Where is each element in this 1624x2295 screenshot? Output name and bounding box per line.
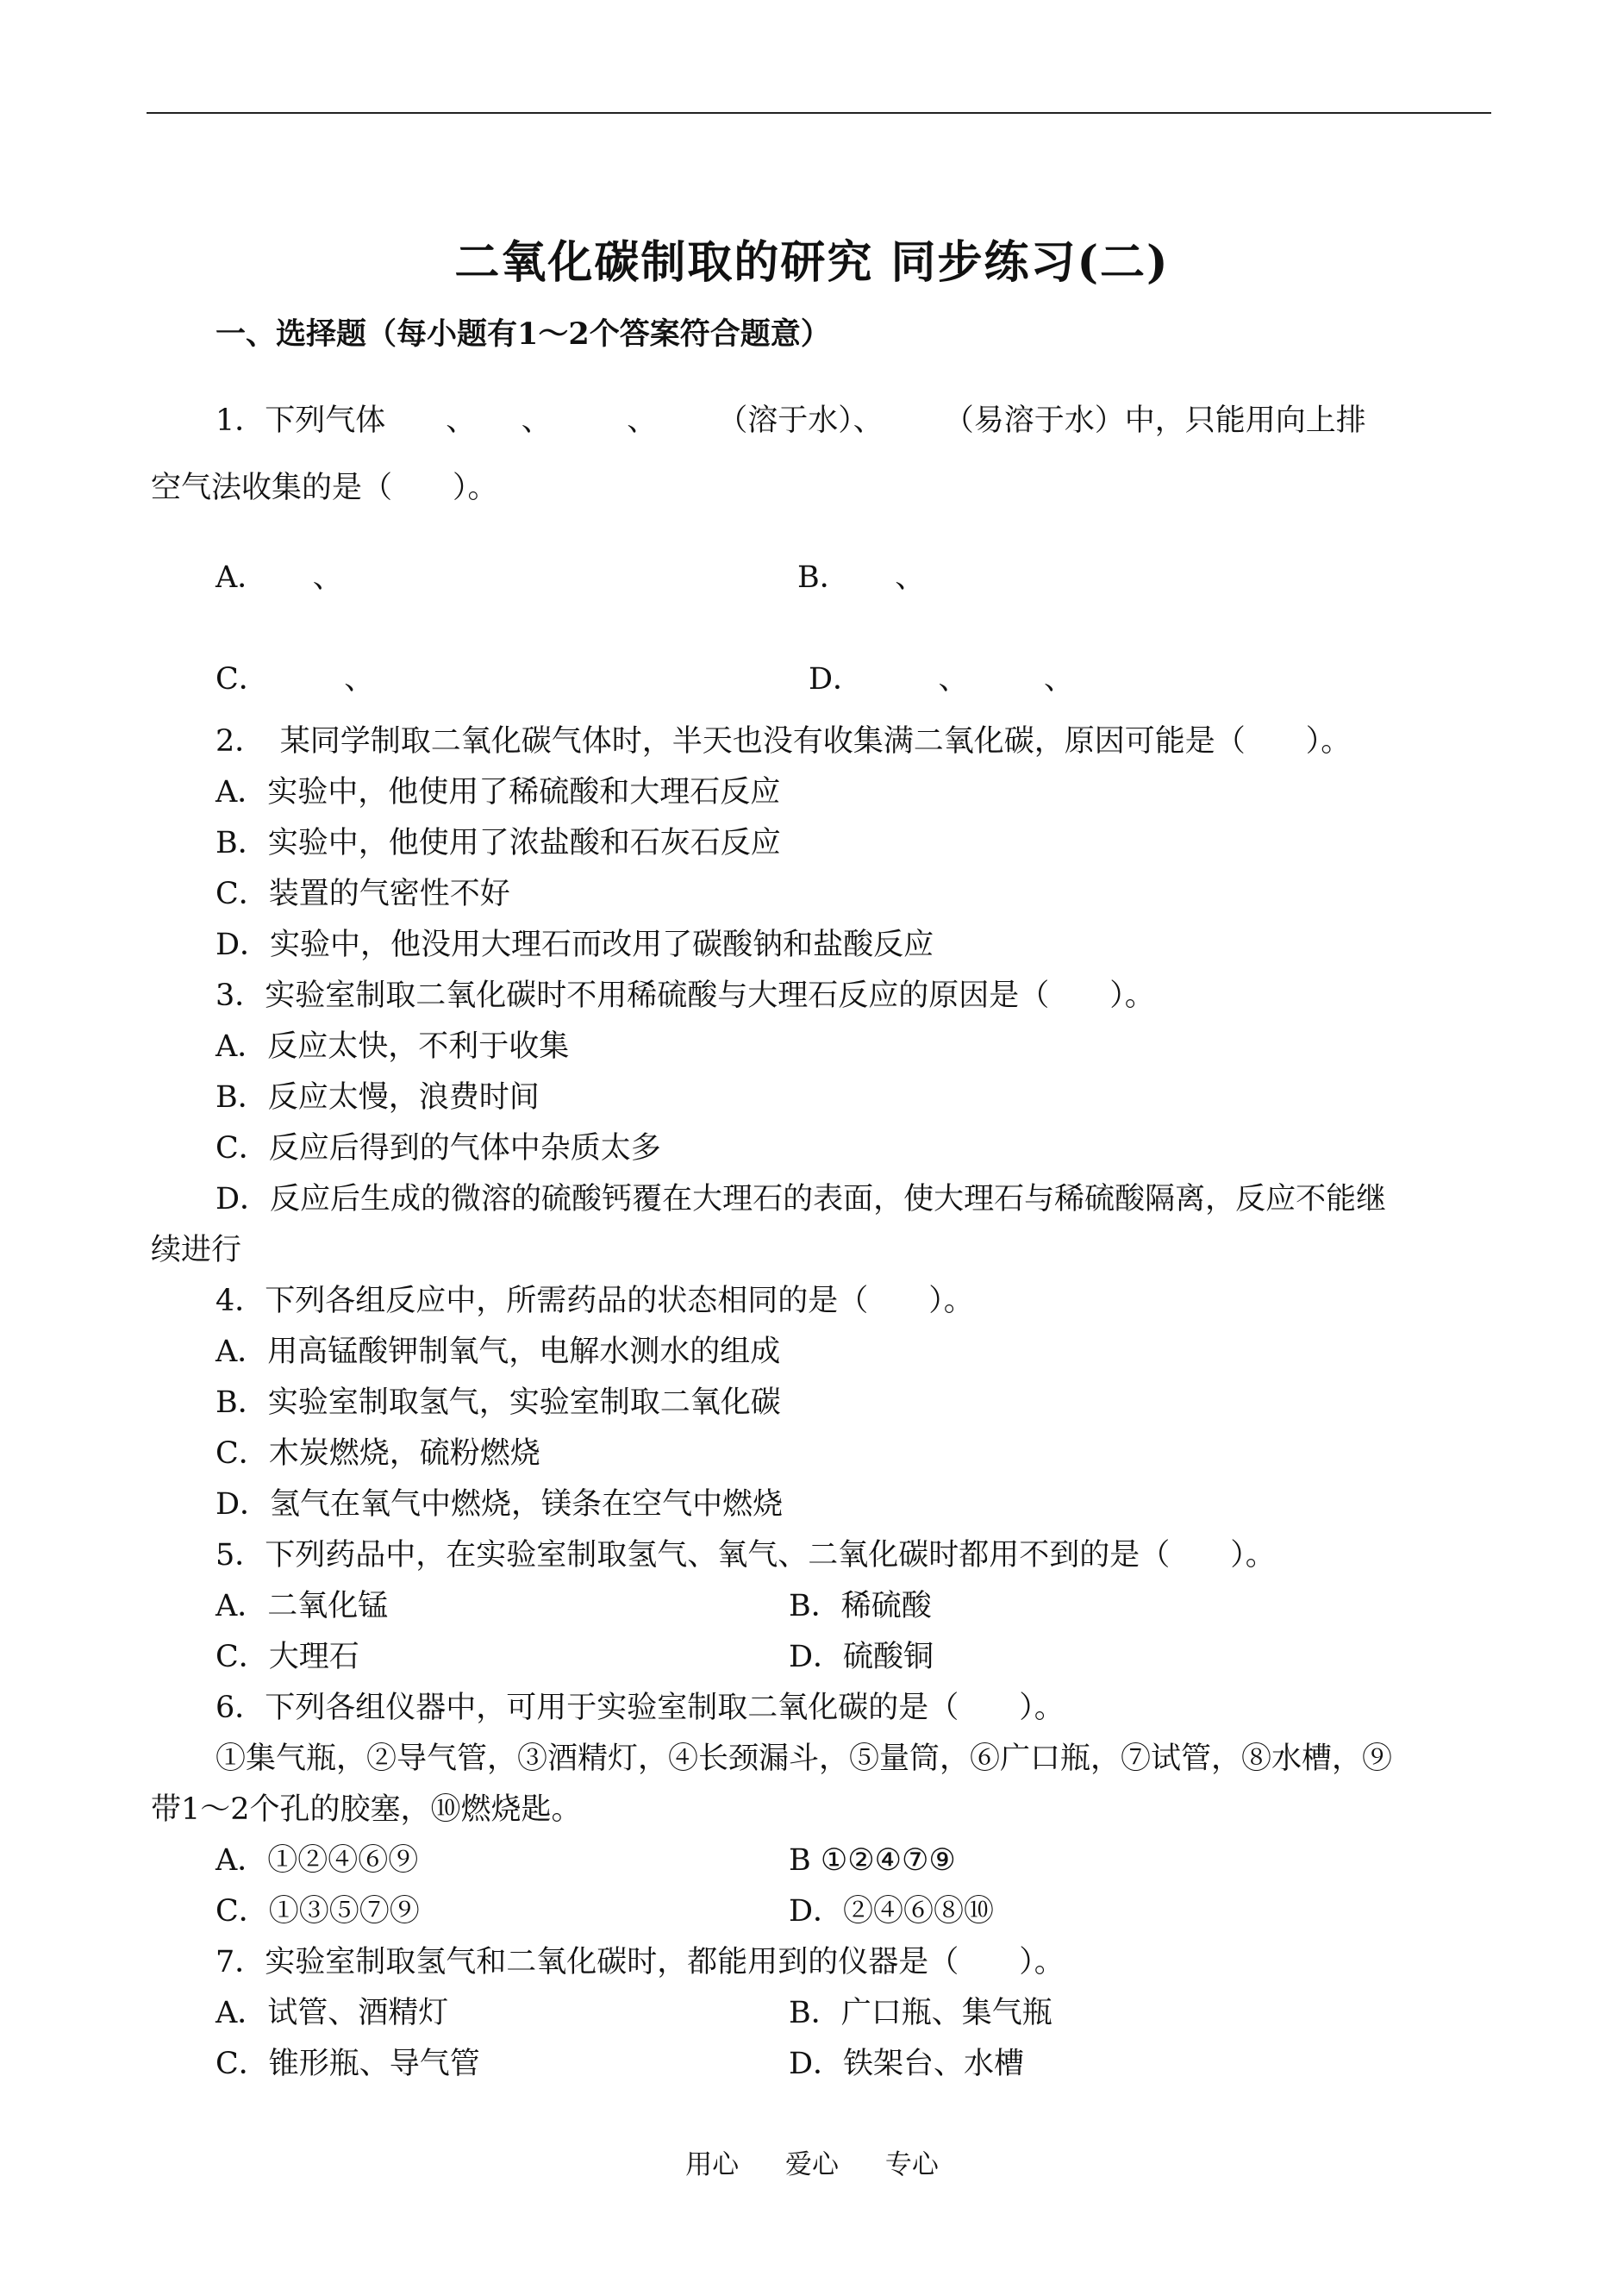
q2-stem: 2． 某同学制取二氧化碳气体时，半天也没有收集满二氧化碳，原因可能是（ ）。 [215,724,1352,759]
q5-option-a: A．二氧化锰 [215,1589,389,1623]
footer-word-1: 用心 [685,2149,740,2180]
q6-instrument-list-line2: 带1～2个孔的胶塞，⑩燃烧匙。 [151,1792,582,1827]
q6-option-d: D．②④⑥⑧⑩ [789,1894,995,1929]
q5-option-c: C．大理石 [215,1640,359,1674]
q7-option-b: B．广口瓶、集气瓶 [789,1996,1052,2030]
q3-option-d-continued: 续进行 [151,1233,242,1267]
q5-option-d: D．硫酸铜 [789,1640,934,1674]
q3-option-d: D．反应后生成的微溶的硫酸钙覆在大理石的表面，使大理石与稀硫酸隔离，反应不能继 [215,1182,1387,1216]
q7-option-a: A．试管、酒精灯 [215,1996,449,2030]
q2-option-a: A．实验中，他使用了稀硫酸和大理石反应 [215,775,781,810]
q2-option-c: C．装置的气密性不好 [215,877,510,911]
q7-option-d: D．铁架台、水槽 [789,2047,1025,2081]
page-title: 二氧化碳制取的研究 同步练习(二) [454,236,1170,289]
q6-option-b: B ①②④⑦⑨ [789,1843,956,1878]
page-footer [0,2142,1624,2181]
q1-option-d: D． 、 、 [809,662,1075,697]
q6-stem: 6．下列各组仪器中，可用于实验室制取二氧化碳的是（ ）。 [215,1691,1065,1725]
q4-stem: 4．下列各组反应中，所需药品的状态相同的是（ ）。 [215,1284,974,1318]
q1-stem-line1: 1．下列气体 、 、 、 （溶于水）、 （易溶于水）中，只能用向上排 [215,403,1366,438]
q1-option-b: B． 、 [797,560,926,595]
q3-option-a: A．反应太快，不利于收集 [215,1029,570,1064]
q4-option-a: A．用高锰酸钾制氧气，电解水测水的组成 [215,1335,781,1369]
header-rule [147,112,1491,114]
q6-option-c: C．①③⑤⑦⑨ [215,1894,420,1929]
q2-option-d: D．实验中，他没用大理石而改用了碳酸钠和盐酸反应 [215,928,934,962]
footer-word-2: 爱心 [785,2149,839,2180]
q4-option-c: C．木炭燃烧，硫粉燃烧 [215,1436,540,1471]
q4-option-d: D．氢气在氧气中燃烧，镁条在空气中燃烧 [215,1487,784,1522]
q2-option-b: B．实验中，他使用了浓盐酸和石灰石反应 [215,826,781,860]
footer-word-3: 专心 [884,2149,939,2180]
q5-option-b: B．稀硫酸 [789,1589,932,1623]
section-heading: 一、选择题（每小题有1～2个答案符合题意） [215,316,831,352]
q3-option-c: C．反应后得到的气体中杂质太多 [215,1131,661,1166]
q3-option-b: B．反应太慢，浪费时间 [215,1080,540,1115]
q7-stem: 7．实验室制取氢气和二氧化碳时，都能用到的仪器是（ ）。 [215,1945,1065,1979]
q1-option-a: A． 、 [215,560,343,595]
q1-stem-line2: 空气法收集的是（ ）。 [151,471,498,505]
q1-option-c: C． 、 [215,662,375,697]
q6-instrument-list-line1: ①集气瓶，②导气管，③酒精灯，④长颈漏斗，⑤量筒，⑥广口瓶，⑦试管，⑧水槽，⑨ [215,1742,1393,1776]
q5-stem: 5．下列药品中，在实验室制取氢气、氧气、二氧化碳时都用不到的是（ ）。 [215,1538,1276,1573]
q3-stem: 3．实验室制取二氧化碳时不用稀硫酸与大理石反应的原因是（ ）。 [215,979,1155,1013]
q7-option-c: C．锥形瓶、导气管 [215,2047,480,2081]
q4-option-b: B．实验室制取氢气，实验室制取二氧化碳 [215,1385,781,1420]
q6-option-a: A．①②④⑥⑨ [215,1843,419,1878]
